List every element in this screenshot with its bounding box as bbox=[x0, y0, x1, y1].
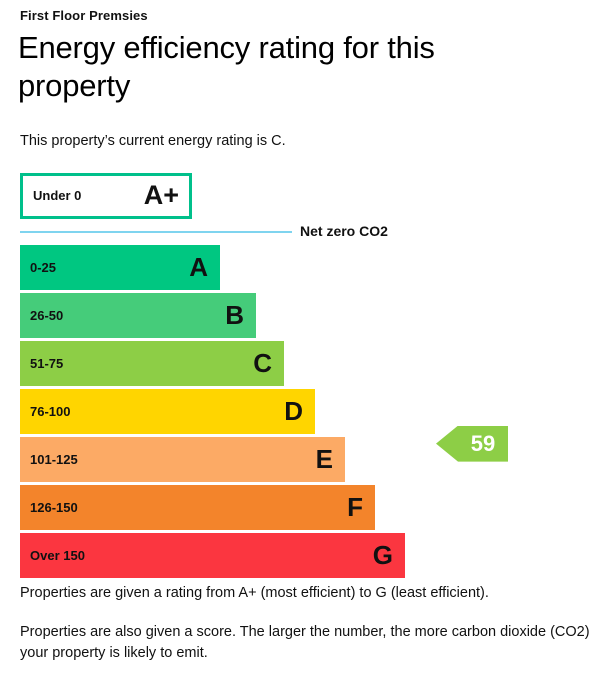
band-letter-g: G bbox=[372, 540, 393, 571]
band-range-b: 26-50 bbox=[30, 307, 64, 323]
rating-band-c bbox=[20, 341, 284, 386]
band-range-g: Over 150 bbox=[30, 547, 85, 563]
band-range-c: 51-75 bbox=[30, 355, 64, 371]
band-letter-a: A bbox=[189, 252, 208, 283]
rating-band-aplus bbox=[20, 173, 192, 219]
breadcrumb: First Floor Premsies bbox=[20, 8, 148, 23]
footnotes bbox=[20, 583, 600, 682]
band-range-d: 76-100 bbox=[30, 403, 71, 419]
band-letter-f: F bbox=[347, 492, 363, 523]
net-zero-label: Net zero CO2 bbox=[300, 222, 388, 239]
band-letter-aplus: A+ bbox=[143, 180, 179, 211]
intro-text: This property’s current energy rating is C. bbox=[20, 132, 286, 149]
band-letter-d: D bbox=[284, 396, 303, 427]
rating-band-e bbox=[20, 437, 345, 482]
footnote-score-meaning: Properties are also given a score. The larger the number, the more carbon dioxide (CO2) your property is likely to emit. bbox=[20, 624, 590, 662]
band-range-e: 101-125 bbox=[30, 451, 78, 467]
band-range-aplus: Under 0 bbox=[33, 188, 82, 204]
current-score-pointer bbox=[436, 426, 508, 462]
current-score-value: 59 bbox=[470, 430, 496, 456]
rating-band-a bbox=[20, 245, 220, 290]
band-range-f: 126-150 bbox=[30, 499, 78, 515]
band-letter-e: E bbox=[315, 444, 333, 475]
page-title: Energy efficiency rating for this property bbox=[18, 30, 435, 103]
rating-bands bbox=[20, 245, 460, 581]
rating-band-d bbox=[20, 389, 315, 434]
energy-rating-chart bbox=[18, 173, 596, 573]
band-range-a: 0-25 bbox=[30, 259, 57, 275]
band-letter-c: C bbox=[253, 348, 272, 379]
footnote-rating-scale: Properties are given a rating from A+ (most efficient) to G (least efficient). bbox=[20, 585, 489, 601]
rating-band-g bbox=[20, 533, 405, 578]
rating-band-b bbox=[20, 293, 256, 338]
rating-band-f bbox=[20, 485, 375, 530]
net-zero-line bbox=[20, 231, 292, 233]
band-letter-b: B bbox=[225, 300, 244, 331]
